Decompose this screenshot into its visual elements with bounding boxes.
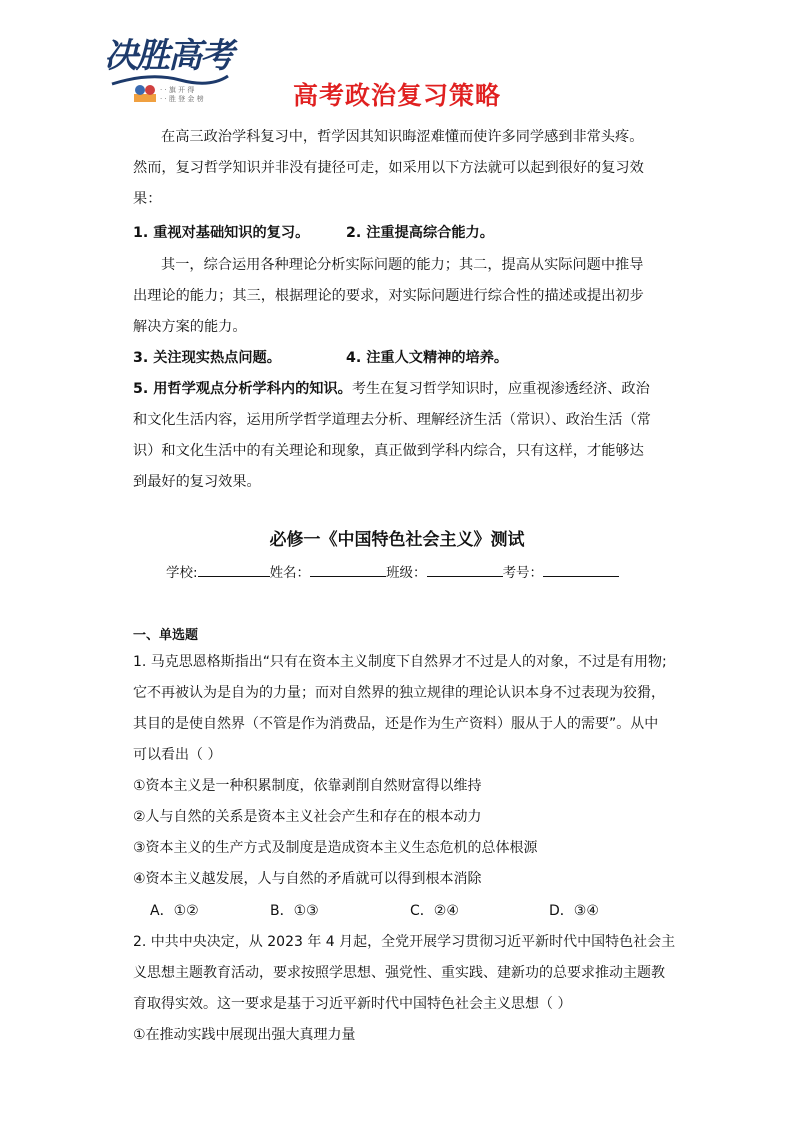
name-field[interactable]: [310, 564, 386, 577]
point-5: [133, 378, 650, 398]
student-info-row: [166, 561, 619, 581]
q1-line-2: 它不再被认为是自为的力量；而对自然界的独立规律的理论认识本身不过表现为狡猾，: [133, 685, 665, 701]
intro-line-1: 在高三政治学科复习中，哲学因其知识晦涩难懂而使许多同学感到非常头疼。: [161, 129, 644, 145]
q2-item-1: ①在推动实践中展现出强大真理力量: [133, 1027, 356, 1043]
class-label: 班级：: [386, 565, 427, 581]
detail-line-1: 其一，综合运用各种理论分析实际问题的能力；其二，提高从实际问题中推导: [161, 257, 644, 273]
q1-option-b[interactable]: B．①③: [270, 903, 319, 919]
q1-line-1: 1. 马克思恩格斯指出“只有在资本主义制度下自然界才不过是人的对象，不过是有用物;: [133, 654, 667, 670]
logo-subtitle-line2: · · 胜 登 金 榜: [160, 95, 204, 103]
q2-line-2: 义思想主题教育活动，要求按照学思想、强党性、重实践、建新功的总要求推动主题教: [133, 965, 665, 981]
intro-line-2: 然而，复习哲学知识并非没有捷径可走，如采用以下方法就可以起到很好的复习效: [133, 160, 644, 176]
point-2: 2. 注重提高综合能力。: [346, 225, 494, 241]
school-field[interactable]: [198, 564, 270, 577]
test-title: 必修一《中国特色社会主义》测试: [269, 530, 525, 550]
q1-item-4: ④资本主义越发展，人与自然的矛盾就可以得到根本消除: [133, 871, 482, 887]
section-heading: 一、单选题: [133, 628, 199, 643]
point-3: 3. 关注现实热点问题。: [133, 350, 281, 366]
page-title: 高考政治复习策略: [292, 81, 501, 110]
point-1: 1. 重视对基础知识的复习。: [133, 225, 310, 241]
number-field[interactable]: [543, 564, 619, 577]
point-5-text: 考生在复习哲学知识时，应重视渗透经济、政治: [351, 381, 650, 397]
logo-text: 决胜高考: [104, 36, 232, 76]
class-field[interactable]: [427, 564, 503, 577]
point-5-line-3: 识）和文化生活中的有关理论和现象，真正做到学科内综合，只有这样，才能够达: [133, 443, 644, 459]
q1-line-3: 其目的是使自然界（不管是作为消费品，还是作为生产资料）服从于人的需要”。从中: [133, 716, 659, 732]
logo-subtitle-line1: · · 旗 开 得: [160, 86, 195, 94]
q1-option-d[interactable]: D．③④: [549, 903, 599, 919]
intro-line-3: 果：: [133, 191, 162, 207]
q1-line-4: 可以看出（ ）: [133, 747, 222, 763]
name-label: 姓名：: [269, 565, 311, 581]
q1-item-2: ②人与自然的关系是资本主义社会产生和存在的根本动力: [133, 809, 482, 825]
detail-line-2: 出理论的能力；其三，根据理论的要求，对实际问题进行综合性的描述或提出初步: [133, 288, 644, 304]
number-label: 考号：: [502, 565, 544, 581]
point-5-line-2: 和文化生活内容，运用所学哲学道理去分析、理解经济生活（常识）、政治生活（常: [133, 412, 651, 428]
q1-option-c[interactable]: C．②④: [410, 903, 459, 919]
q1-item-1: ①资本主义是一种积累制度，依靠剥削自然财富得以维持: [133, 778, 482, 794]
q1-item-3: ③资本主义的生产方式及制度是造成资本主义生态危机的总体根源: [133, 840, 538, 856]
school-label: 学校:: [166, 565, 198, 581]
q2-line-1: 2. 中共中央决定，从 2023 年 4 月起，全党开展学习贯彻习近平新时代中国特色社会主: [133, 934, 676, 950]
point-4: 4. 注重人文精神的培养。: [346, 350, 509, 366]
q2-line-3: 育取得实效。这一要求是基于习近平新时代中国特色社会主义思想（ ）: [133, 996, 572, 1012]
detail-line-3: 解决方案的能力。: [133, 319, 247, 335]
q1-option-a[interactable]: A．①②: [150, 903, 199, 919]
point-5-line-4: 到最好的复习效果。: [133, 474, 261, 490]
point-5-heading: 5. 用哲学观点分析学科内的知识。: [133, 381, 352, 397]
